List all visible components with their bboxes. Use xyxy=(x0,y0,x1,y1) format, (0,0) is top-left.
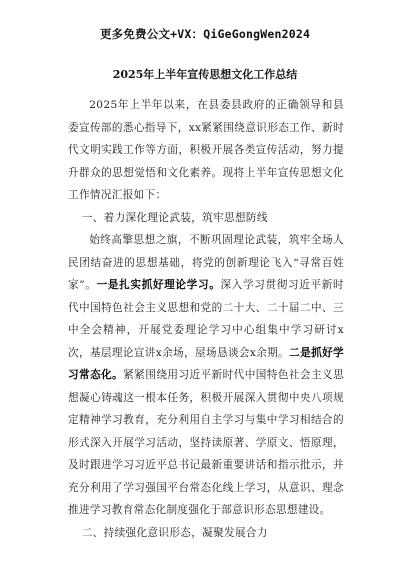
intro-paragraph: 2025年上半年以来，在县委县政府的正确领导和县委宣传部的悉心指导下，xx紧紧围绕意识形态工作、新时代文明实践工作等方面，积极开展各类宣传活动，努力提升群众的思想觉悟和文化素养。现将上半年宣传思想文化工作情况汇报如下： xyxy=(68,99,344,201)
section1-text-b: 深入学习贯彻习近平新时代中国特色社会主义思想和党的二十大、二十届二中、三中全会精神，开展党委理论学习中心组集中学习研讨x次，基层理论宣讲x余场，屋场恳谈会x余期。 xyxy=(68,279,345,359)
section1-text-a: 始终高擎思想之旗，不断巩固理论武装，筑牢全场人民团结奋进的思想基础，将党的创新理论飞入“寻常百姓家”。 xyxy=(68,234,344,291)
document-title: 2025年上半年宣传思想文化工作总结 xyxy=(112,68,298,81)
section1-emphasis-a: 一是扎实抓好理论学习。 xyxy=(96,279,221,291)
section1-text-c: 紧紧围绕用习近平新时代中国特色社会主义思想凝心铸魂这一根本任务，积极开展深入贯彻中央八项规定精神学习教育，充分利用自主学习与集中学习相结合的形式深入开展学习活动，坚持读原著、学原文、悟原理，及时跟进学习习近平总书记最新重要讲话和指示批示，并充分利用了学习强国平台常态化线上学习，从意识、理念推进学习教育常态化制度强化于部意识形态思想建设。 xyxy=(68,369,345,516)
document-body xyxy=(68,94,344,544)
watermark-header: 更多免费公文+VX：QiGeGongWen2024 xyxy=(99,27,311,41)
section1-emphasis-b: 二是抓好学习常态化。 xyxy=(68,346,344,381)
section-heading-2: 二、持续强化意识形态，凝聚发展合力 xyxy=(81,526,268,539)
section-heading-1: 一、着力深化理论武装，筑牢思想防线 xyxy=(81,211,268,224)
section-paragraph-1 xyxy=(68,229,344,522)
